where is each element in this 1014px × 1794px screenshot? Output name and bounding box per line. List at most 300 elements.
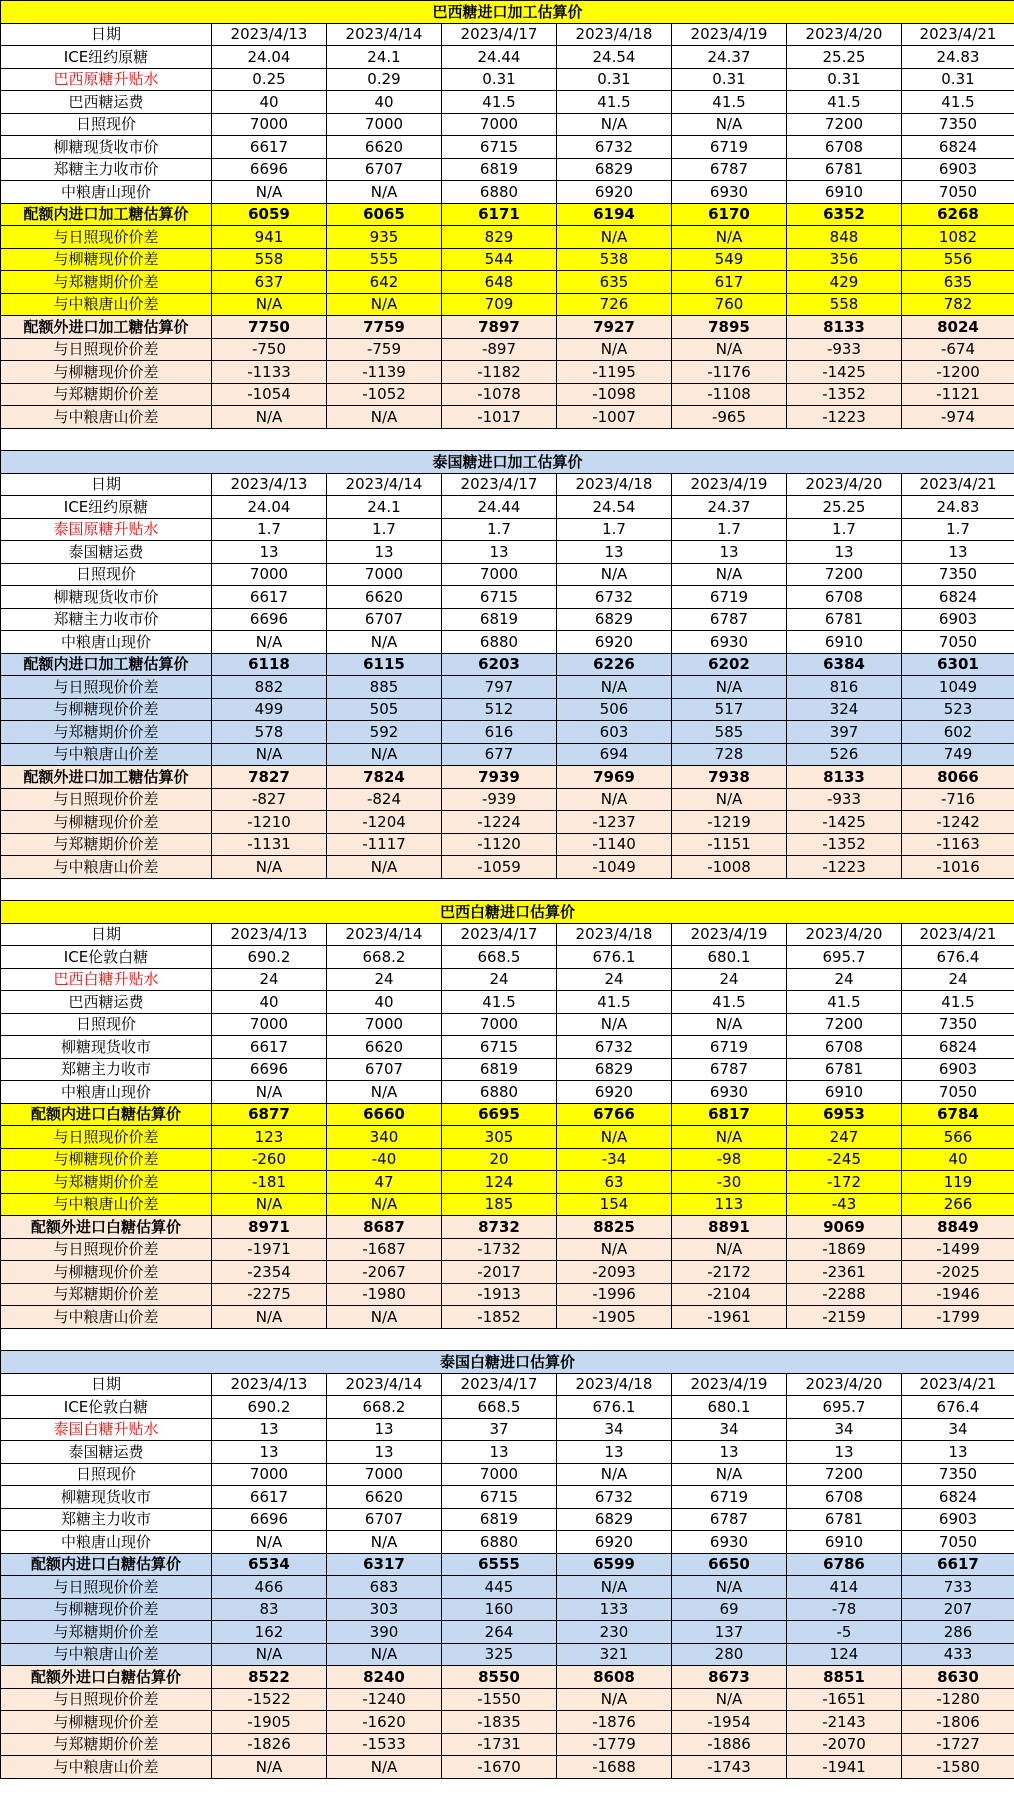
spacer-row — [1, 878, 1014, 901]
value-cell: N/A — [557, 1013, 672, 1036]
value-cell: 34 — [902, 1418, 1014, 1441]
table-row — [1, 1643, 1014, 1666]
value-cell: 41.5 — [672, 991, 787, 1014]
value-cell: 694 — [557, 743, 672, 766]
row-label: 与郑糖期价价差 — [1, 383, 212, 406]
row-label: 与柳糖现价价差 — [1, 811, 212, 834]
value-cell: 63 — [557, 1171, 672, 1194]
value-cell: 6617 — [902, 1553, 1014, 1576]
value-cell: 8608 — [557, 1666, 672, 1689]
value-cell: -1007 — [557, 406, 672, 429]
value-cell: N/A — [557, 226, 672, 249]
row-label: 与中粮唐山价差 — [1, 1756, 212, 1779]
value-cell: 1.7 — [902, 518, 1014, 541]
value-cell: 40 — [212, 91, 327, 114]
value-cell: 13 — [557, 1441, 672, 1464]
value-cell: 6617 — [212, 1036, 327, 1059]
value-cell: 83 — [212, 1598, 327, 1621]
value-cell: -2288 — [787, 1283, 902, 1306]
value-cell: 414 — [787, 1576, 902, 1599]
date-header-cell: 2023/4/21 — [902, 923, 1014, 946]
row-label: 与郑糖期价价差 — [1, 721, 212, 744]
value-cell: -1731 — [442, 1733, 557, 1756]
value-cell: -750 — [212, 338, 327, 361]
table-row — [1, 361, 1014, 384]
value-cell: 7000 — [212, 1463, 327, 1486]
value-cell: 113 — [672, 1193, 787, 1216]
value-cell: -1499 — [902, 1238, 1014, 1261]
value-cell: 668.2 — [327, 1396, 442, 1419]
row-label: 与柳糖现价价差 — [1, 1261, 212, 1284]
value-cell: 690.2 — [212, 1396, 327, 1419]
spacer-cell — [1, 428, 1014, 451]
table-row — [1, 586, 1014, 609]
spacer-row — [1, 428, 1014, 451]
row-label: 与日照现价价差 — [1, 1238, 212, 1261]
value-cell: 6910 — [787, 631, 902, 654]
value-cell: -260 — [212, 1148, 327, 1171]
row-label: 与日照现价价差 — [1, 676, 212, 699]
value-cell: 7000 — [212, 563, 327, 586]
value-cell: 676.1 — [557, 946, 672, 969]
value-cell: N/A — [672, 788, 787, 811]
value-cell: 6732 — [557, 586, 672, 609]
value-cell: 7927 — [557, 316, 672, 339]
value-cell: 6617 — [212, 136, 327, 159]
value-cell: 6719 — [672, 136, 787, 159]
value-cell: -1108 — [672, 383, 787, 406]
value-cell: -172 — [787, 1171, 902, 1194]
value-cell: 6781 — [787, 1508, 902, 1531]
value-cell: 733 — [902, 1576, 1014, 1599]
value-cell: N/A — [327, 1081, 442, 1104]
value-cell: 728 — [672, 743, 787, 766]
row-label: 中粮唐山现价 — [1, 631, 212, 654]
value-cell: 544 — [442, 248, 557, 271]
value-cell: -1941 — [787, 1756, 902, 1779]
table-row — [1, 1688, 1014, 1711]
value-cell: 6719 — [672, 586, 787, 609]
value-cell: 13 — [212, 541, 327, 564]
row-label: 巴西白糖升贴水 — [1, 968, 212, 991]
value-cell: -1176 — [672, 361, 787, 384]
value-cell: N/A — [672, 1688, 787, 1711]
value-cell: 0.29 — [327, 68, 442, 91]
value-cell: 7759 — [327, 316, 442, 339]
section-title-row — [1, 901, 1014, 924]
value-cell: 7000 — [327, 113, 442, 136]
value-cell: N/A — [327, 1531, 442, 1554]
row-label: 与中粮唐山价差 — [1, 406, 212, 429]
value-cell: N/A — [557, 1463, 672, 1486]
value-cell: 154 — [557, 1193, 672, 1216]
row-label: 与日照现价价差 — [1, 788, 212, 811]
value-cell: 24.1 — [327, 46, 442, 69]
value-cell: -1242 — [902, 811, 1014, 834]
value-cell: -965 — [672, 406, 787, 429]
value-cell: 695.7 — [787, 1396, 902, 1419]
date-header-cell: 2023/4/19 — [672, 23, 787, 46]
value-cell: 41.5 — [902, 91, 1014, 114]
value-cell: 13 — [212, 1418, 327, 1441]
value-cell: -1352 — [787, 383, 902, 406]
value-cell: 512 — [442, 698, 557, 721]
value-cell: -1352 — [787, 833, 902, 856]
spacer-cell — [1, 878, 1014, 901]
value-cell: 1.7 — [787, 518, 902, 541]
value-cell: -43 — [787, 1193, 902, 1216]
table-row — [1, 1238, 1014, 1261]
value-cell: 24.54 — [557, 46, 672, 69]
table-row — [1, 293, 1014, 316]
value-cell: 433 — [902, 1643, 1014, 1666]
value-cell: N/A — [212, 293, 327, 316]
value-cell: 829 — [442, 226, 557, 249]
value-cell: -1954 — [672, 1711, 787, 1734]
row-label: 配额外进口白糖估算价 — [1, 1666, 212, 1689]
value-cell: 6930 — [672, 1531, 787, 1554]
value-cell: N/A — [672, 226, 787, 249]
value-cell: 6829 — [557, 1058, 672, 1081]
value-cell: 7895 — [672, 316, 787, 339]
value-cell: 7000 — [442, 1013, 557, 1036]
table-row — [1, 1261, 1014, 1284]
date-header-cell: 2023/4/21 — [902, 473, 1014, 496]
value-cell: 162 — [212, 1621, 327, 1644]
value-cell: 6880 — [442, 1531, 557, 1554]
section-title-row — [1, 1351, 1014, 1374]
row-label: 与柳糖现价价差 — [1, 361, 212, 384]
value-cell: 7938 — [672, 766, 787, 789]
value-cell: 41.5 — [442, 991, 557, 1014]
value-cell: N/A — [672, 676, 787, 699]
value-cell: 6819 — [442, 608, 557, 631]
value-cell: -2143 — [787, 1711, 902, 1734]
value-cell: 123 — [212, 1126, 327, 1149]
table-row — [1, 496, 1014, 519]
value-cell: 69 — [672, 1598, 787, 1621]
value-cell: -1008 — [672, 856, 787, 879]
value-cell: 726 — [557, 293, 672, 316]
row-label: 与郑糖期价价差 — [1, 833, 212, 856]
value-cell: 24 — [327, 968, 442, 991]
value-cell: -1688 — [557, 1756, 672, 1779]
value-cell: 321 — [557, 1643, 672, 1666]
section-title-row — [1, 451, 1014, 474]
value-cell: 676.4 — [902, 946, 1014, 969]
value-cell: 6910 — [787, 181, 902, 204]
value-cell: 7939 — [442, 766, 557, 789]
value-cell: 24 — [787, 968, 902, 991]
table-row — [1, 1508, 1014, 1531]
table-row — [1, 181, 1014, 204]
value-cell: 676.4 — [902, 1396, 1014, 1419]
value-cell: -1120 — [442, 833, 557, 856]
date-header-cell: 2023/4/21 — [902, 1373, 1014, 1396]
value-cell: 6880 — [442, 1081, 557, 1104]
row-label: 柳糖现货收市 — [1, 1486, 212, 1509]
value-cell: -1996 — [557, 1283, 672, 1306]
value-cell: N/A — [212, 631, 327, 654]
value-cell: -1580 — [902, 1756, 1014, 1779]
value-cell: 25.25 — [787, 46, 902, 69]
value-cell: 356 — [787, 248, 902, 271]
value-cell: -897 — [442, 338, 557, 361]
value-cell: 6781 — [787, 1058, 902, 1081]
table-row — [1, 563, 1014, 586]
value-cell: -1059 — [442, 856, 557, 879]
value-cell: 280 — [672, 1643, 787, 1666]
value-cell: -1852 — [442, 1306, 557, 1329]
value-cell: 8971 — [212, 1216, 327, 1239]
section-title: 巴西糖进口加工估算价 — [1, 1, 1014, 24]
value-cell: 6352 — [787, 203, 902, 226]
row-label: 配额内进口加工糖估算价 — [1, 203, 212, 226]
value-cell: 6787 — [672, 158, 787, 181]
value-cell: 0.31 — [902, 68, 1014, 91]
table-row — [1, 1531, 1014, 1554]
row-label: 配额外进口加工糖估算价 — [1, 766, 212, 789]
value-cell: -1826 — [212, 1733, 327, 1756]
value-cell: 690.2 — [212, 946, 327, 969]
value-cell: 6903 — [902, 1058, 1014, 1081]
value-cell: 41.5 — [787, 991, 902, 1014]
value-cell: 6708 — [787, 586, 902, 609]
value-cell: -34 — [557, 1148, 672, 1171]
value-cell: N/A — [557, 113, 672, 136]
value-cell: 8630 — [902, 1666, 1014, 1689]
value-cell: -1200 — [902, 361, 1014, 384]
table-row — [1, 811, 1014, 834]
value-cell: 7897 — [442, 316, 557, 339]
table-row — [1, 316, 1014, 339]
value-cell: 6784 — [902, 1103, 1014, 1126]
value-cell: 6715 — [442, 1036, 557, 1059]
row-label: 与中粮唐山价差 — [1, 856, 212, 879]
date-header-cell: 2023/4/20 — [787, 923, 902, 946]
value-cell: -1876 — [557, 1711, 672, 1734]
value-cell: N/A — [672, 1126, 787, 1149]
value-cell: 119 — [902, 1171, 1014, 1194]
value-cell: N/A — [557, 788, 672, 811]
value-cell: 6695 — [442, 1103, 557, 1126]
table-row — [1, 1666, 1014, 1689]
value-cell: 24.04 — [212, 46, 327, 69]
value-cell: 8849 — [902, 1216, 1014, 1239]
row-label: 与柳糖现价价差 — [1, 698, 212, 721]
date-header-cell: 2023/4/13 — [212, 473, 327, 496]
value-cell: 6715 — [442, 586, 557, 609]
value-cell: N/A — [672, 1238, 787, 1261]
value-cell: 41.5 — [557, 991, 672, 1014]
table-row — [1, 91, 1014, 114]
value-cell: -1425 — [787, 361, 902, 384]
value-cell: -1210 — [212, 811, 327, 834]
value-cell: -40 — [327, 1148, 442, 1171]
value-cell: 24.44 — [442, 46, 557, 69]
value-cell: 0.31 — [672, 68, 787, 91]
value-cell: 6953 — [787, 1103, 902, 1126]
value-cell: -1743 — [672, 1756, 787, 1779]
table-row — [1, 541, 1014, 564]
value-cell: -1224 — [442, 811, 557, 834]
value-cell: -759 — [327, 338, 442, 361]
value-cell: -1620 — [327, 1711, 442, 1734]
date-header-cell: 2023/4/18 — [557, 473, 672, 496]
value-cell: 1049 — [902, 676, 1014, 699]
value-cell: -1869 — [787, 1238, 902, 1261]
table-row — [1, 608, 1014, 631]
table-row — [1, 1103, 1014, 1126]
value-cell: N/A — [212, 1531, 327, 1554]
value-cell: 7827 — [212, 766, 327, 789]
value-cell: 8066 — [902, 766, 1014, 789]
row-label: 配额外进口白糖估算价 — [1, 1216, 212, 1239]
row-label: 泰国糖运费 — [1, 1441, 212, 1464]
value-cell: 6903 — [902, 158, 1014, 181]
table-row — [1, 1126, 1014, 1149]
value-cell: 6829 — [557, 608, 672, 631]
value-cell: 0.31 — [557, 68, 672, 91]
value-cell: 6696 — [212, 1508, 327, 1531]
value-cell: 7350 — [902, 1013, 1014, 1036]
date-header-cell: 2023/4/14 — [327, 473, 442, 496]
row-label: 泰国白糖升贴水 — [1, 1418, 212, 1441]
value-cell: 680.1 — [672, 946, 787, 969]
table-row — [1, 1486, 1014, 1509]
value-cell: -2159 — [787, 1306, 902, 1329]
value-cell: -1905 — [557, 1306, 672, 1329]
value-cell: -1835 — [442, 1711, 557, 1734]
date-header-cell: 2023/4/18 — [557, 1373, 672, 1396]
table-row — [1, 136, 1014, 159]
value-cell: 526 — [787, 743, 902, 766]
row-label: 与中粮唐山价差 — [1, 1193, 212, 1216]
value-cell: 885 — [327, 676, 442, 699]
value-cell: 8687 — [327, 1216, 442, 1239]
value-cell: 8133 — [787, 766, 902, 789]
table-row — [1, 1283, 1014, 1306]
row-label: 与柳糖现价价差 — [1, 1148, 212, 1171]
value-cell: 13 — [327, 1418, 442, 1441]
value-cell: 616 — [442, 721, 557, 744]
value-cell: 6824 — [902, 136, 1014, 159]
row-label: 中粮唐山现价 — [1, 1081, 212, 1104]
value-cell: 8024 — [902, 316, 1014, 339]
value-cell: 709 — [442, 293, 557, 316]
value-cell: 6819 — [442, 1508, 557, 1531]
row-label: 与日照现价价差 — [1, 226, 212, 249]
value-cell: 6170 — [672, 203, 787, 226]
row-label: 巴西糖运费 — [1, 91, 212, 114]
value-cell: 6787 — [672, 608, 787, 631]
value-cell: 1.7 — [327, 518, 442, 541]
value-cell: 635 — [902, 271, 1014, 294]
date-header-cell: 2023/4/18 — [557, 23, 672, 46]
value-cell: 6719 — [672, 1486, 787, 1509]
value-cell: -2361 — [787, 1261, 902, 1284]
row-label: 日照现价 — [1, 1463, 212, 1486]
value-cell: 6819 — [442, 158, 557, 181]
value-cell: 340 — [327, 1126, 442, 1149]
value-cell: -1140 — [557, 833, 672, 856]
date-header-cell: 2023/4/19 — [672, 473, 787, 496]
section-title: 泰国糖进口加工估算价 — [1, 451, 1014, 474]
value-cell: -1425 — [787, 811, 902, 834]
value-cell: 6719 — [672, 1036, 787, 1059]
value-cell: -1280 — [902, 1688, 1014, 1711]
value-cell: 6696 — [212, 608, 327, 631]
value-cell: -2354 — [212, 1261, 327, 1284]
row-label: 日照现价 — [1, 563, 212, 586]
row-label: 与日照现价价差 — [1, 1688, 212, 1711]
value-cell: 683 — [327, 1576, 442, 1599]
value-cell: 41.5 — [557, 91, 672, 114]
value-cell: 603 — [557, 721, 672, 744]
value-cell: -1052 — [327, 383, 442, 406]
value-cell: 6903 — [902, 608, 1014, 631]
value-cell: 7000 — [212, 113, 327, 136]
value-cell: -1550 — [442, 1688, 557, 1711]
value-cell: N/A — [327, 1193, 442, 1216]
value-cell: N/A — [212, 181, 327, 204]
value-cell: 24.1 — [327, 496, 442, 519]
table-row — [1, 1171, 1014, 1194]
row-label: 与郑糖期价价差 — [1, 1283, 212, 1306]
date-header-cell: 2023/4/19 — [672, 923, 787, 946]
value-cell: 34 — [672, 1418, 787, 1441]
value-cell: N/A — [672, 1463, 787, 1486]
value-cell: -1961 — [672, 1306, 787, 1329]
value-cell: -1806 — [902, 1711, 1014, 1734]
date-header-cell: 2023/4/14 — [327, 23, 442, 46]
value-cell: 24 — [557, 968, 672, 991]
date-header-cell: 2023/4/18 — [557, 923, 672, 946]
value-cell: 7824 — [327, 766, 442, 789]
value-cell: 325 — [442, 1643, 557, 1666]
value-cell: 1.7 — [212, 518, 327, 541]
value-cell: 24.44 — [442, 496, 557, 519]
value-cell: 37 — [442, 1418, 557, 1441]
value-cell: 558 — [212, 248, 327, 271]
value-cell: 13 — [212, 1441, 327, 1464]
value-cell: 7350 — [902, 563, 1014, 586]
value-cell: 8851 — [787, 1666, 902, 1689]
value-cell: N/A — [557, 563, 672, 586]
value-cell: 6903 — [902, 1508, 1014, 1531]
value-cell: 7000 — [327, 1013, 442, 1036]
value-cell: -2275 — [212, 1283, 327, 1306]
value-cell: 25.25 — [787, 496, 902, 519]
value-cell: 13 — [787, 541, 902, 564]
value-cell: 6920 — [557, 1531, 672, 1554]
value-cell: 6880 — [442, 631, 557, 654]
value-cell: 397 — [787, 721, 902, 744]
value-cell: N/A — [327, 293, 442, 316]
value-cell: 6920 — [557, 1081, 672, 1104]
value-cell: 6707 — [327, 158, 442, 181]
value-cell: 7000 — [442, 113, 557, 136]
value-cell: 0.31 — [442, 68, 557, 91]
row-label: 郑糖主力收市 — [1, 1058, 212, 1081]
value-cell: N/A — [212, 856, 327, 879]
row-label: 郑糖主力收市 — [1, 1508, 212, 1531]
value-cell: N/A — [672, 563, 787, 586]
value-cell: 8550 — [442, 1666, 557, 1689]
value-cell: 637 — [212, 271, 327, 294]
value-cell: 668.2 — [327, 946, 442, 969]
value-cell: 6877 — [212, 1103, 327, 1126]
